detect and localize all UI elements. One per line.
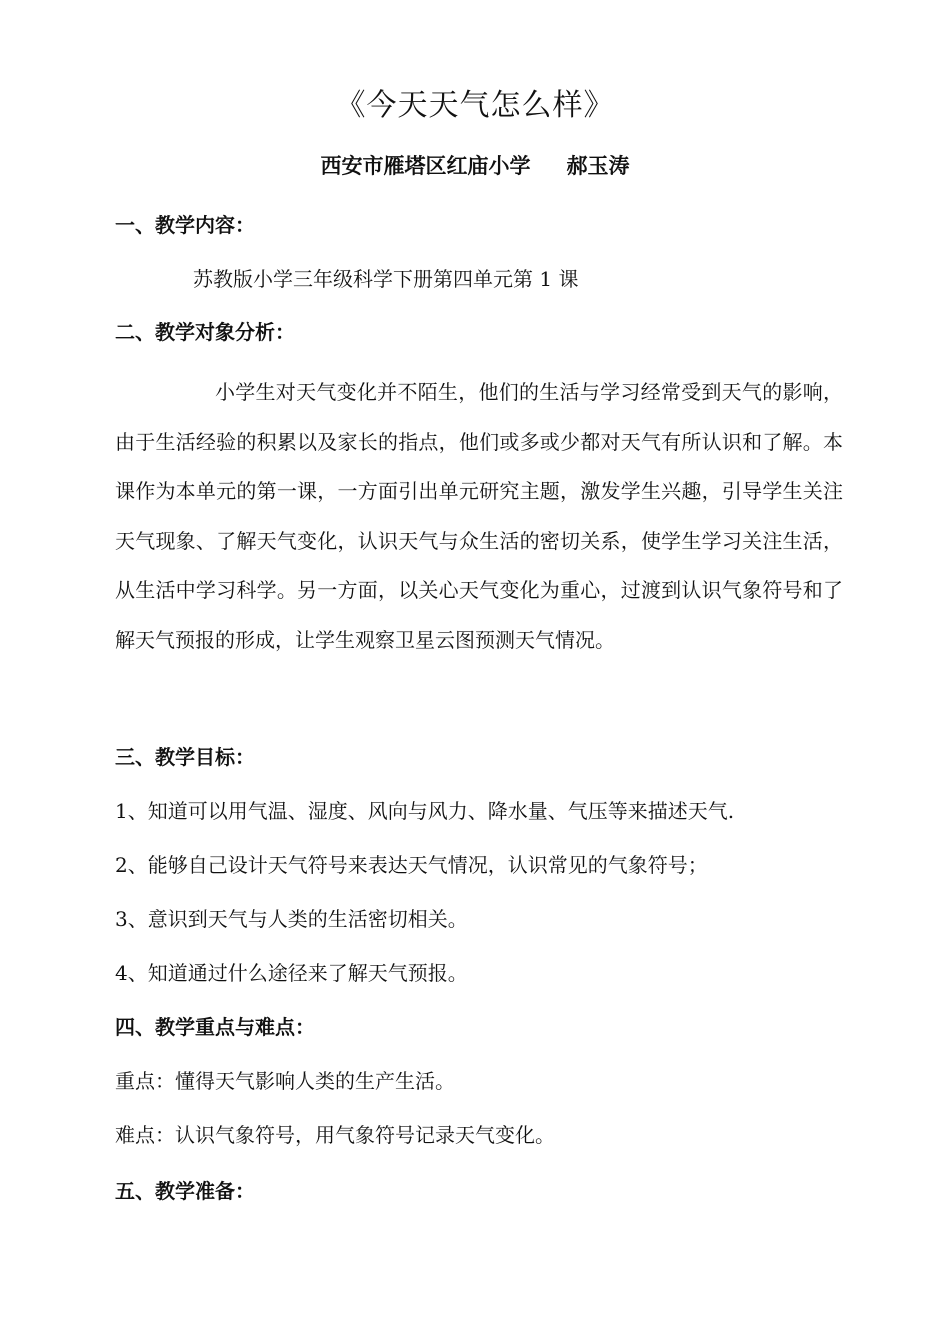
section-heading-content: 一、教学内容：	[115, 213, 255, 237]
objective-item: 3、意识到天气与人类的生活密切相关。	[115, 907, 468, 931]
section-heading-objectives: 三、教学目标：	[115, 745, 255, 769]
author-school: 西安市雁塔区红庙小学	[320, 153, 531, 178]
section-heading-key-points: 四、教学重点与难点：	[115, 1015, 315, 1039]
section-heading-preparation: 五、教学准备：	[115, 1179, 255, 1203]
document-title: 《今天天气怎么样》	[335, 88, 615, 123]
key-point-item: 重点：懂得天气影响人类的生产生活。	[115, 1069, 455, 1093]
author-name: 郝玉涛	[566, 153, 630, 178]
objective-item: 2、能够自己设计天气符号来表达天气情况，认识常见的气象符号；	[115, 853, 708, 877]
section-heading-analysis: 二、教学对象分析：	[115, 320, 295, 344]
objective-item: 4、知道通过什么途径来了解天气预报。	[115, 961, 468, 985]
difficulty-item: 难点：认识气象符号，用气象符号记录天气变化。	[115, 1123, 555, 1147]
objective-item: 1、知道可以用气温、湿度、风向与风力、降水量、气压等来描述天气.	[115, 799, 735, 823]
author-line	[0, 152, 950, 180]
section-content-text: 苏教版小学三年级科学下册第四单元第 1 课	[193, 267, 579, 291]
analysis-paragraph: 小学生对天气变化并不陌生，他们的生活与学习经常受到天气的影响，由于生活经验的积累以及家长的指点，他们或多或少都对天气有所认识和了解。本课作为本单元的第一课，一方面引出单元研究主题，激发学生兴趣，引导学生关注天气现象、了解天气变化，认识天气与众生活的密切关系，使学生学习关注生活，从生活中学习科学。另一方面，以关心天气变化为重心，过渡到认识气象符号和了解天气预报的形成，让学生观察卫星云图预测天气情况。	[115, 380, 843, 652]
